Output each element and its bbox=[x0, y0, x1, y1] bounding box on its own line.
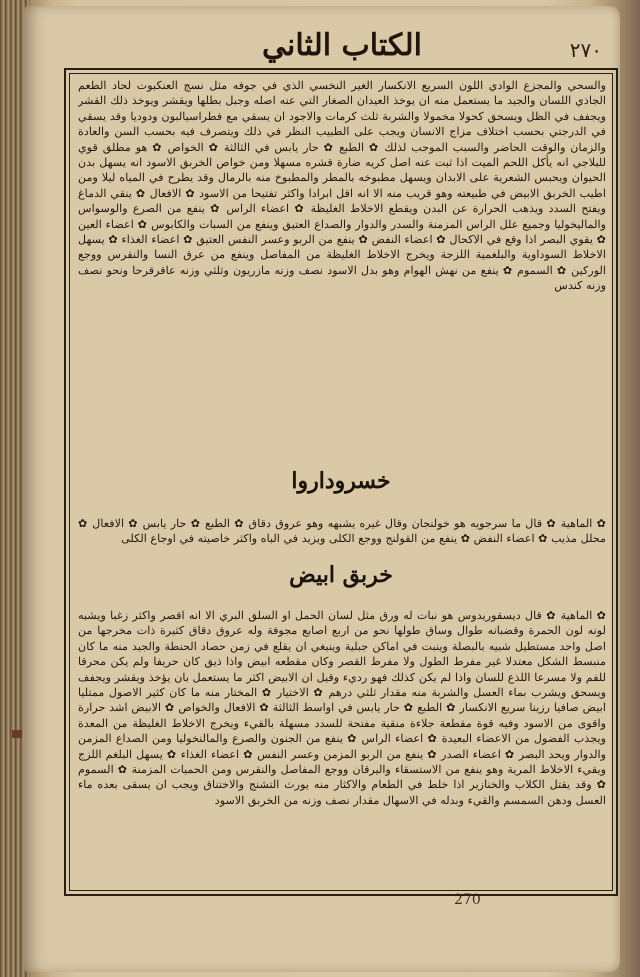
page-header bbox=[82, 28, 602, 68]
section-text-3: ✿ الماهية ✿ قال ديسقوريدوس هو نبات له ورق مثل لسان الحمل او السلق البري الا انه اقصر واكثر زغبا ويشبه لونه لون الحمرة وقضبانه طوال وساق طولها نحو من اربع اصابع مجوفة وله عروق دقاق كثيرة ذات مخرجها من اصل واحد مستطيل شبيه بالبصلة وينبت في اماكن جبلية وينبغي ان يقلع في زمن حصاد الحنطة والجيد منه ما كان منبسط الشكل معتدلا غير مفرط الطول ولا مفرط القصر وكان مقطعه ابيض واذا ذيق كان حريفا ولم يكن محرقا للفم ولا مسرعا اللذع للسان واذا لم يكن كذلك فهو رديء وقيل ان الابيض اكثر ما يستعمل بان يؤخذ ويقشر ويجفف ويسحق ويشرب بماء العسل والشربة منه مقدار ثلثي درهم ✿ الاختيار ✿ المختار منه ما كان كثير الاصول ممتليا ابيض صافيا رزينا سريع الانكسار ✿ الطبع ✿ حار يابس في اواسط الثالثة ✿ الافعال والخواص ✿ الابيض اشد حرارة واقوى من الاسود وفيه قوة مقطعة جلاءة منقية مفتحة للسدد مسهلة بالقيء ويخرج الاخلاط الغليظة من المعدة ويجذب الفضول من الاعضاء البعيدة ✿ اعضاء الراس ✿ ينفع من الجنون والصرع والمالنخوليا ومن الصداع المزمن والدوار ويحد البصر ✿ اعضاء الصدر ✿ ينفع من الربو المزمن وعسر النفس ✿ اعضاء الغذاء ✿ يسهل البلغم اللزج ويقيء الاخلاط المرية وهو ينفع من الاستسقاء واليرقان ووجع المفاصل والنقرس ومن الحميات المزمنة ✿ السموم ✿ وقد يقتل الكلاب والخنازير اذا خلط في الطعام والاكثار منه يورث التشنج والاختناق ويجب ان يسقى بعده ماء العسل ودهن السمسم والقيء وبدله في الاسهال مقدار نصف وزنه من الخربق الاسود bbox=[78, 609, 606, 807]
page-number-bottom: 270 bbox=[454, 892, 481, 908]
page-number-top: ٢٧٠ bbox=[569, 38, 602, 62]
text-frame bbox=[64, 68, 618, 896]
section-heading-white-hellebore: خربق ابيض bbox=[289, 562, 393, 588]
book-title: الكتاب الثاني bbox=[262, 28, 422, 63]
book-page bbox=[24, 6, 620, 972]
section-text-1: والسحي والمجزع الوادي اللون السريع الانكسار الغير النخسي الذي في جوفه مثل نسج العنكبوت لحاد الطعم الجاذي اللسان والجيد ما يستعمل منه ان يوخذ العيدان الصغار التي عنه اصله وجبل بطلها ويقشر ويوخذ ذلك القشر ويجفف في الظل ويسحق كحولا مخمولا والشربة ثلث كرمات والاجود ان يسقي مع فطراسيالبون ودوديا وقد يسقي في الدرجتي بحسب اختلاف مزاج الانسان ويجب على الطبيب النظر في ذلك ويتصرف فيه بحسب السن والعادة والزمان والوقت الحاضر والسبب الموجب لذلك ✿ الطبع ✿ حار يابس في الثالثة ✿ الخواص ✿ هو مطلق قوي للبلاجي انه يأكل اللحم الميت اذا ثبت عنه اصل كريه ضارة قشره مسهلا ومن خواص الخربق الاسود انه يسهل بدن الحيوان ويحبس الشعرية على الابدان ويسهل مطبوخه بالمطر والمطبوخ منه بالرمال وقد يطرح في المياه ليلا ومن اطيب الخربق الابيض في طبيعته وهو قريب منه الا انه اقل ابرادا واكثر تفتيحا من الاسود ✿ الافعال ✿ ينقي الدماغ ويفتح السدد ويذهب الحرارة عن البدن ويقطع الاخلاط الغليظة ✿ اعضاء الراس ✿ ينفع من الصرع والوسواس والماليخوليا وجميع علل الراس المزمنة والسدر والدوار والصداع العتيق وينفع من السبات والكابوس ✿ اعضاء العين ✿ يقوي البصر اذا وقع في الاكحال ✿ اعضاء النفض ✿ ينفع من الربو وعسر النفس العتيق ✿ اعضاء الغذاء ✿ يسهل الاخلاط السوداوية والبلغمية اللزجة ويخرج الاخلاط الغليظة من المفاصل وينفع من عرق النسا والنقرس ووجع الوركين ✿ السموم ✿ ينفع من نهش الهوام وهو بدل الاسود نصف وزنه مازريون وثلثي وزنه عاقرقرحا ونحو نصف وزنه كندس bbox=[78, 79, 606, 293]
bookmark-ribbon bbox=[12, 730, 22, 738]
section-text-2: ✿ الماهية ✿ قال ما سرجويه هو خولنجان وقال غيره يشبهه وهو عروق دقاق ✿ الطبع ✿ حار يابس ✿ الافعال ✿ محلل مذيب ✿ اعضاء النفض ✿ ينفع من القولنج ووجع الكلى ويزيد في الباه واكثر خاصيته في اوجاع الكلى bbox=[78, 517, 606, 546]
section-heading-khusrudaru: خسروداروا bbox=[291, 468, 391, 494]
